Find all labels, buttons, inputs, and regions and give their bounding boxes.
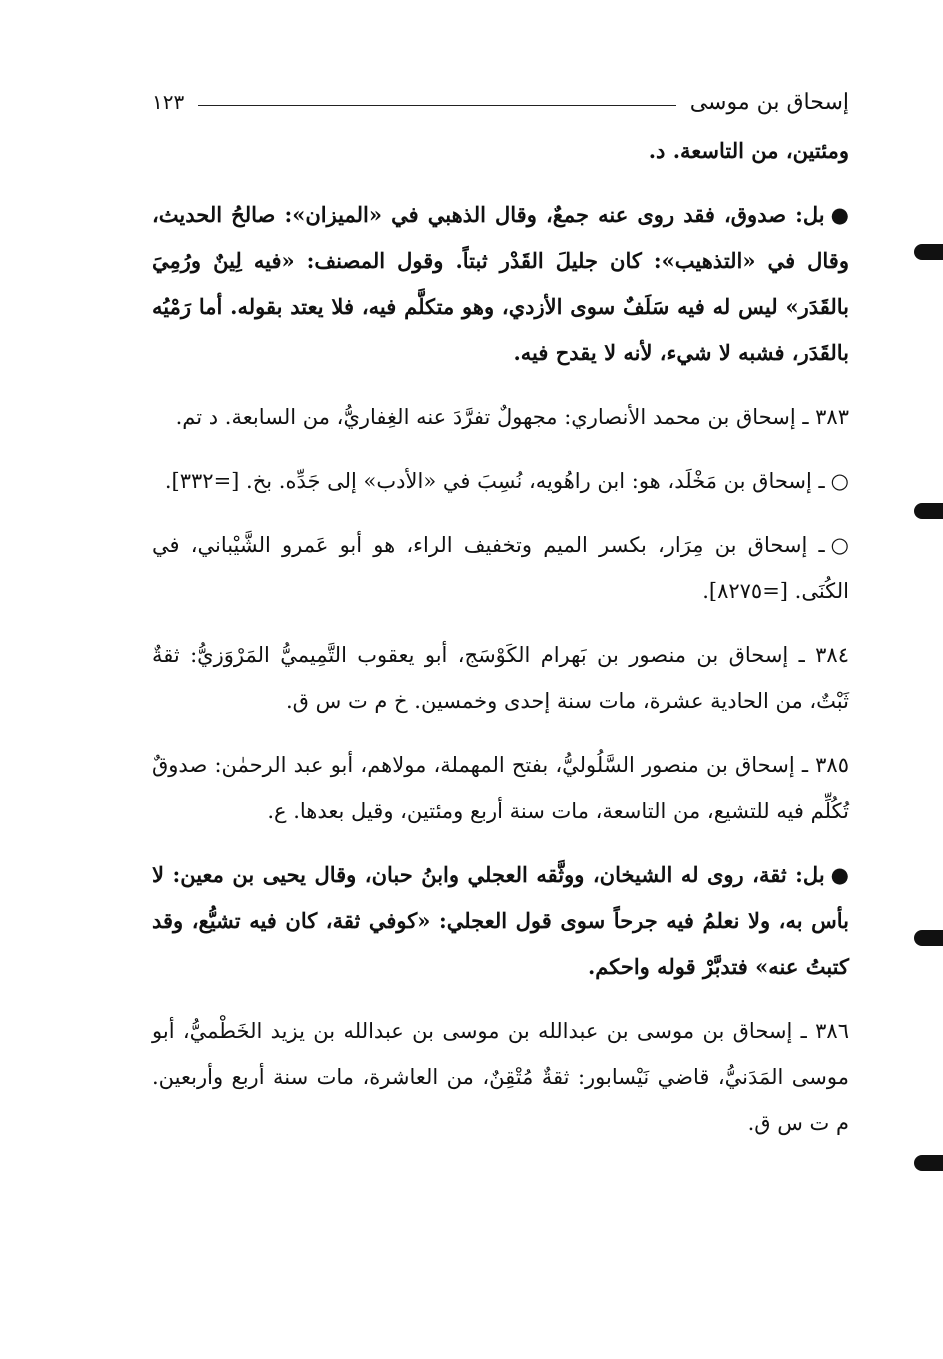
paragraph-text: ـ إسحاق بن مِرَار، بكسر الميم وتخفيف الراء، هو أبو عَمرو الشَّيْباني، في الكُنَى. [=٨٢٧٥]. xyxy=(152,533,849,603)
filled-circle-icon: ● xyxy=(830,202,849,227)
hollow-circle-icon: ○ xyxy=(830,533,849,557)
hollow-circle-icon: ○ xyxy=(830,469,849,493)
filled-circle-icon: ● xyxy=(830,862,849,887)
paragraph-text: بل: صدوق، فقد روى عنه جمعٌ، وقال الذهبي في «الميزان»: صالحُ الحديث، وقال في «التذهيب»: كان جليلَ القَدْر ثبتاً. وقول المصنف: «فيه لِينٌ ورُمِيَ بالقَدَر» ليس له فيه سَلَفٌ سوى الأزدي، وهو متكلَّم فيه، فلا يعتد بقوله. أما رَمْيُه بالقَدَر، فشبه لا شيء، لأنه لا يقدح فيه. xyxy=(152,202,849,365)
paragraph-text: ٣٨٤ ـ إسحاق بن منصور بن بَهرام الكَوْسَج، أبو يعقوب التَّمِيميُّ المَرْوَزيُّ: ثقةٌ ثَبْتٌ، من الحادية عشرة، مات سنة إحدى وخمسين. خ م ت س ق. xyxy=(152,643,849,713)
page-number: ١٢٣ xyxy=(152,90,185,114)
paragraph-text: بل: ثقة، روى له الشيخان، ووثَّقه العجلي وابنُ حبان، وقال يحيى بن معين: لا بأس به، ولا نعلمُ فيه جرحاً سوى قول العجلي: «كوفي ثقة، كان فيه تشيُّع، وقد كتبتُ عنه» فتدبَّرْ قوله واحكم. xyxy=(152,862,849,979)
running-title: إسحاق بن موسى xyxy=(689,89,849,115)
header-rule xyxy=(198,105,675,106)
commentary-paragraph xyxy=(152,192,849,376)
paragraph-continuation xyxy=(152,128,849,174)
cross-reference-paragraph xyxy=(152,458,849,504)
margin-tab-mark xyxy=(914,503,943,519)
page-body xyxy=(152,128,849,1146)
entry-paragraph-383 xyxy=(152,394,849,440)
paragraph-text: ومئتين، من التاسعة. د. xyxy=(648,138,849,163)
entry-paragraph-384 xyxy=(152,632,849,724)
margin-tab-mark xyxy=(914,930,943,946)
margin-tab-mark xyxy=(914,1155,943,1171)
commentary-paragraph xyxy=(152,852,849,990)
page-header xyxy=(152,84,849,120)
paragraph-text: ٣٨٦ ـ إسحاق بن موسى بن عبدالله بن موسى بن عبدالله بن يزيد الخَطْميُّ، أبو موسى المَدَنيُّ، قاضي نَيْسابور: ثقةٌ مُتْقِنٌ، من العاشرة، مات سنة أربع وأربعين. م ت س ق. xyxy=(152,1019,849,1135)
cross-reference-paragraph xyxy=(152,522,849,614)
margin-tab-mark xyxy=(914,244,943,260)
paragraph-text: ـ إسحاق بن مَخْلَد، هو: ابن راهُويه، نُسِبَ في «الأدب» إلى جَدِّه. بخ. [=٣٣٢]. xyxy=(164,469,825,493)
paragraph-text: ٣٨٣ ـ إسحاق بن محمد الأنصاري: مجهولٌ تفرَّدَ عنه الغِفاريُّ، من السابعة. د تم. xyxy=(175,405,849,429)
paragraph-text: ٣٨٥ ـ إسحاق بن منصور السَّلُوليُّ، بفتح المهملة، مولاهم، أبو عبد الرحمٰن: صدوقٌ تُكُلِّم فيه للتشيع، من التاسعة، مات سنة أربع ومئتين، وقيل بعدها. ع. xyxy=(152,753,849,823)
entry-paragraph-385 xyxy=(152,742,849,834)
entry-paragraph-386 xyxy=(152,1008,849,1146)
